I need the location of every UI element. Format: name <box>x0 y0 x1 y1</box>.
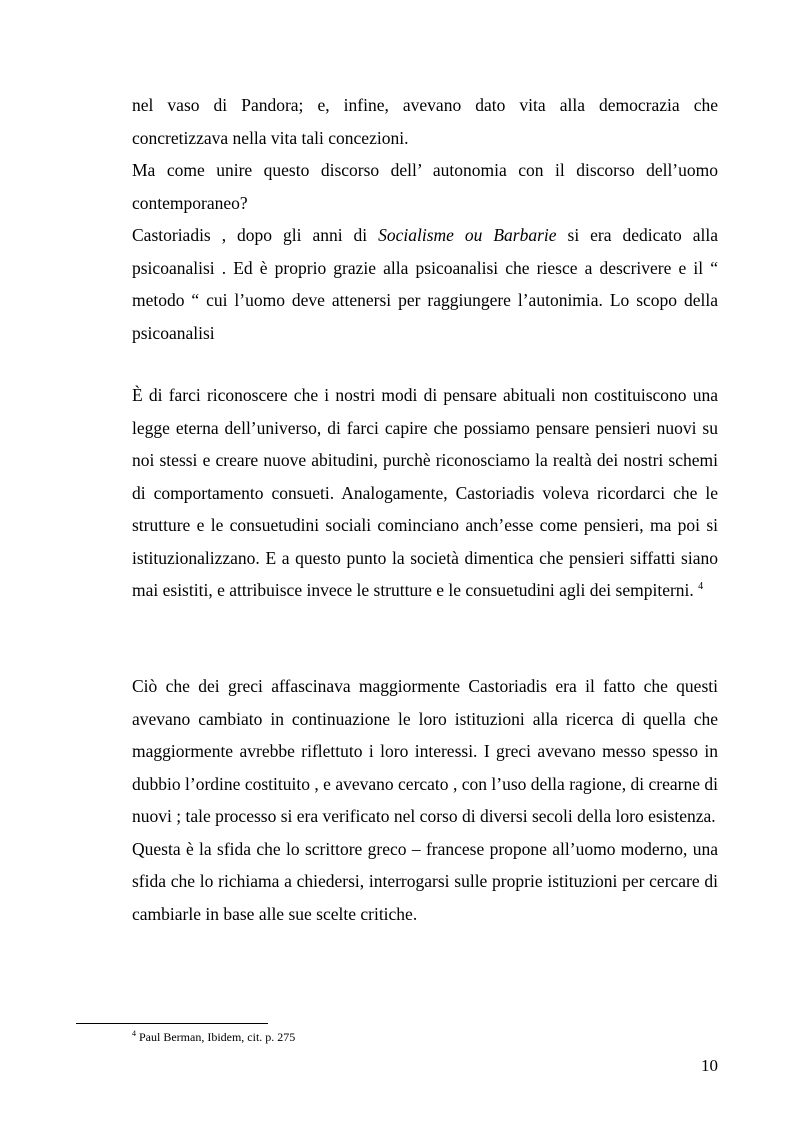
para3-text-before: Castoriadis , dopo gli anni di <box>132 225 379 245</box>
paragraph-challenge: Questa è la sfida che lo scrittore greco – francese propone all’uomo moderno, una sfida che lo richiama a chiedersi, interrogarsi sulle proprie istituzioni per cercare di cambiarle in base alle sue scelte critiche. <box>132 838 718 924</box>
quoted-paragraph <box>132 379 718 607</box>
paragraph-greek-institutions: Ciò che dei greci affascinava maggiormente Castoriadis era il fatto che questi avevano cambiato in continuazione le loro istituzioni alla ricerca di quella che maggiormente avrebbe riflettuto i loro interessi. I greci avevano messo spesso in dubbio l’ordine costituito , e avevano cercato , con l’uso della ragione, di crearne di nuovi ; tale processo si era verificato nel corso di diversi secoli della loro esistenza. <box>132 676 718 826</box>
footnote-separator <box>76 1023 268 1024</box>
opening-text-block <box>132 89 718 349</box>
footnote <box>132 1029 295 1045</box>
paragraph-castoriadis-psychoanalysis <box>132 219 718 349</box>
quote-block <box>132 379 718 607</box>
paragraph-line-2: concretizzava nella vita tali concezioni. <box>132 127 409 148</box>
para3-text-after: si era dedicato alla psicoanalisi . Ed è proprio grazie alla psicoanalisi che riesce a descrivere e il “ metodo “ cui l’uomo deve attenersi per raggiungere l’autonimia. Lo scopo della psicoanalisi <box>132 225 718 343</box>
paragraph-autonomy-question: Ma come unire questo discorso dell’ autonomia con il discorso dell’uomo contemporaneo? <box>132 160 718 213</box>
book-title-italic: Socialisme ou Barbarie <box>378 225 557 245</box>
footnote-reference[interactable]: 4 <box>698 581 704 593</box>
quote-text: È di farci riconoscere che i nostri modi di pensare abituali non costituiscono una legge eterna dell’universo, di farci capire che possiamo pensare pensieri nuovi su noi stessi e creare nuove abitudini, purchè riconosciamo la realtà dei nostri schemi di comportamento consueti. Analogamente, Castoriadis voleva ricordarci che le strutture e le consuetudini sociali cominciano anch’esse come pensieri, ma poi si istituzionalizzano. E a questo punto la società dimentica che pensieri siffatti siano mai esistiti, e attribuisce invece le strutture e le consuetudini agli dei sempiterni. <box>132 385 718 600</box>
footnote-text: Paul Berman, Ibidem, cit. p. 275 <box>136 1030 296 1044</box>
closing-text-block <box>132 670 718 930</box>
page-number: 10 <box>701 1056 718 1075</box>
paragraph-line-1: nel vaso di Pandora; e, infine, avevano dato vita alla democrazia che <box>132 95 718 115</box>
footnote-number: 4 <box>132 1029 136 1038</box>
